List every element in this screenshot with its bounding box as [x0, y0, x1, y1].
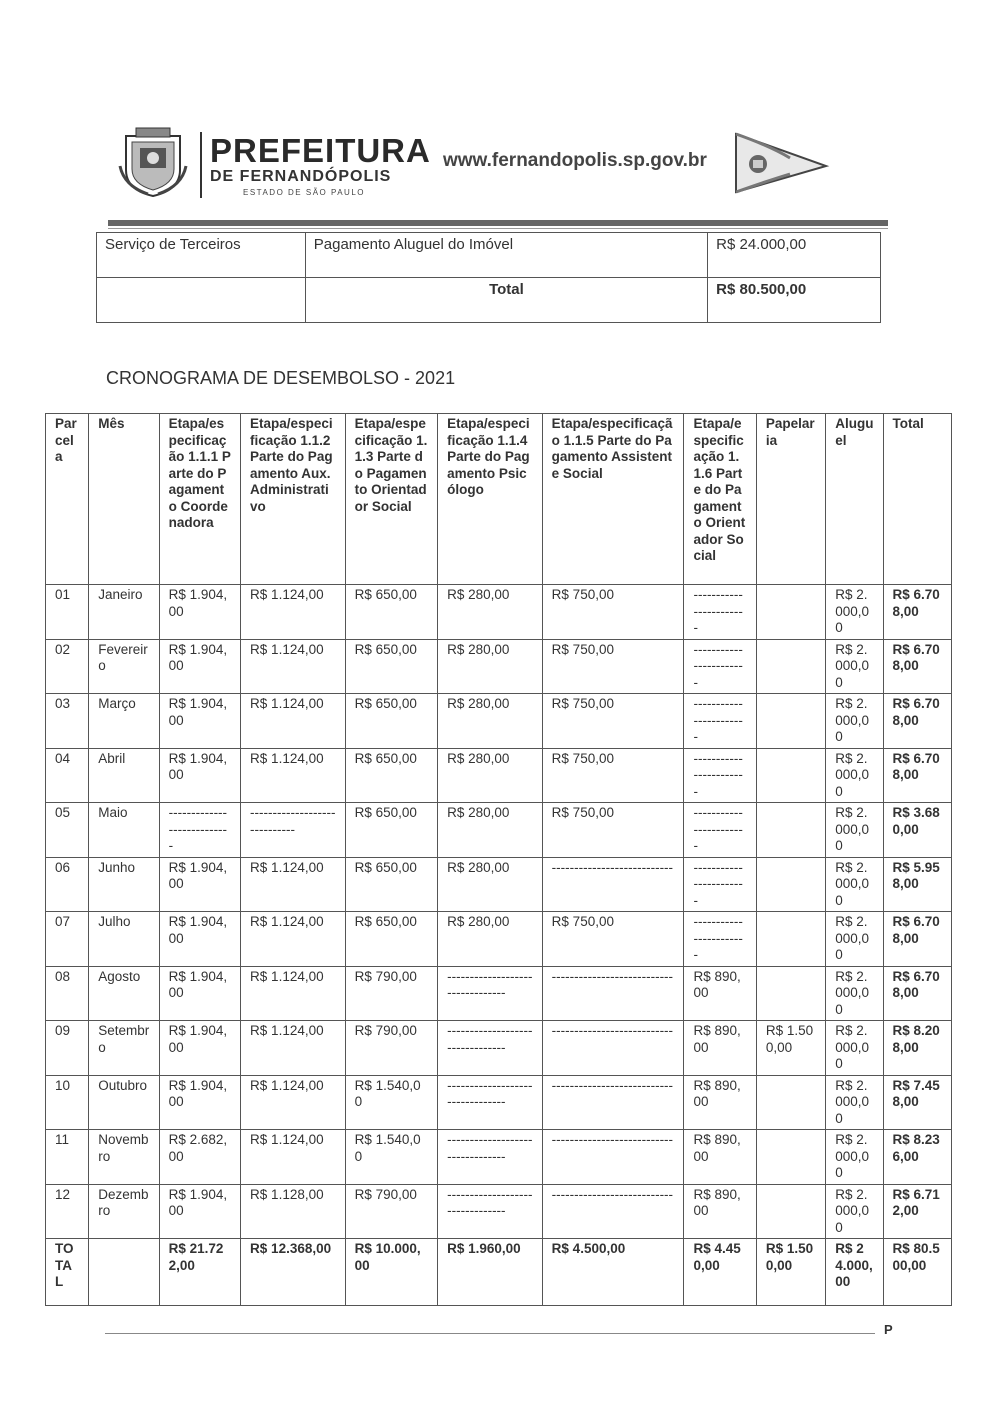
table-cell: R$ 750,00	[542, 585, 684, 640]
table-cell: R$ 2.000,00	[826, 1075, 883, 1130]
column-header: Mês	[89, 414, 159, 585]
table-cell: R$ 650,00	[345, 803, 438, 858]
total-label: Total	[305, 278, 707, 323]
table-cell: R$ 2.000,00	[826, 966, 883, 1021]
table-cell: R$ 1.124,00	[241, 966, 346, 1021]
city-crest-icon	[118, 126, 188, 198]
prefeitura-subtitle: DE FERNANDÓPOLIS	[210, 168, 392, 185]
table-cell: -----------------------	[684, 639, 756, 694]
table-cell: R$ 790,00	[345, 966, 438, 1021]
table-cell: R$ 790,00	[345, 1021, 438, 1076]
table-cell: Setembro	[89, 1021, 159, 1076]
table-row	[97, 278, 881, 323]
table-cell: R$ 2.000,00	[826, 585, 883, 640]
table-row	[46, 1075, 952, 1130]
table-cell: -----------------------	[684, 857, 756, 912]
table-cell: R$ 890,00	[684, 966, 756, 1021]
table-cell: 09	[46, 1021, 89, 1076]
table-cell: R$ 2.000,00	[826, 748, 883, 803]
row-total-cell: R$ 7.458,00	[883, 1075, 951, 1130]
table-cell: 05	[46, 803, 89, 858]
table-body	[46, 585, 952, 1306]
table-cell: R$ 1.904,00	[159, 748, 240, 803]
page-header	[118, 122, 888, 212]
table-cell: 11	[46, 1130, 89, 1185]
header-rule-thin	[108, 228, 888, 229]
table-cell: -----------------------	[684, 585, 756, 640]
table-cell: R$ 1.124,00	[241, 1021, 346, 1076]
section-title: CRONOGRAMA DE DESEMBOLSO - 2021	[106, 368, 456, 388]
row-total-cell: R$ 3.680,00	[883, 803, 951, 858]
table-cell	[756, 694, 825, 749]
table-cell: R$ 890,00	[684, 1075, 756, 1130]
table-cell	[756, 1184, 825, 1239]
table-cell: R$ 1.904,00	[159, 639, 240, 694]
table-cell: R$ 890,00	[684, 1021, 756, 1076]
table-cell: R$ 1.124,00	[241, 912, 346, 967]
disbursement-schedule-table	[45, 413, 952, 1306]
column-header: Etapa/especificação 1.1.6 Parte do Pagamento Orientador Social	[684, 414, 756, 585]
table-cell: R$ 750,00	[542, 748, 684, 803]
total-cell: R$ 24.000,00	[826, 1239, 883, 1306]
table-cell: R$ 2.000,00	[826, 1184, 883, 1239]
table-cell: --------------------------------	[438, 1130, 543, 1185]
website-url: www.fernandopolis.sp.gov.br	[443, 150, 707, 171]
table-cell: R$ 1.904,00	[159, 1075, 240, 1130]
table-cell: R$ 280,00	[438, 639, 543, 694]
table-cell: R$ 890,00	[684, 1130, 756, 1185]
header-rule	[108, 220, 888, 226]
table-cell: R$ 2.000,00	[826, 1021, 883, 1076]
row-total-cell: R$ 8.236,00	[883, 1130, 951, 1185]
total-cell: R$ 21.722,00	[159, 1239, 240, 1306]
table-cell: Serviço de Terceiros	[97, 233, 306, 278]
table-row	[46, 1130, 952, 1185]
total-row	[46, 1239, 952, 1306]
table-cell: R$ 1.128,00	[241, 1184, 346, 1239]
row-total-cell: R$ 6.708,00	[883, 748, 951, 803]
table-cell: --------------------------------	[438, 1075, 543, 1130]
table-cell: R$ 24.000,00	[708, 233, 881, 278]
table-cell: ---------------------------	[159, 803, 240, 858]
row-total-cell: R$ 6.712,00	[883, 1184, 951, 1239]
table-cell: R$ 2.000,00	[826, 1130, 883, 1185]
table-cell: R$ 650,00	[345, 748, 438, 803]
table-header-row	[46, 414, 952, 585]
table-cell: -----------------------	[684, 748, 756, 803]
table-cell: R$ 750,00	[542, 694, 684, 749]
table-row	[97, 233, 881, 278]
table-cell: ---------------------------	[542, 1130, 684, 1185]
table-cell: Março	[89, 694, 159, 749]
table-cell: R$ 1.904,00	[159, 857, 240, 912]
table-cell: R$ 1.904,00	[159, 912, 240, 967]
column-header: Total	[883, 414, 951, 585]
table-cell: -----------------------------	[241, 803, 346, 858]
table-cell: Maio	[89, 803, 159, 858]
table-row	[46, 639, 952, 694]
table-cell: R$ 1.124,00	[241, 639, 346, 694]
table-cell: R$ 650,00	[345, 694, 438, 749]
table-cell: 07	[46, 912, 89, 967]
total-value: R$ 80.500,00	[708, 278, 881, 323]
table-cell: ---------------------------	[542, 1021, 684, 1076]
table-cell: R$ 1.124,00	[241, 748, 346, 803]
table-cell: R$ 750,00	[542, 803, 684, 858]
table-cell: --------------------------------	[438, 966, 543, 1021]
table-cell: R$ 750,00	[542, 912, 684, 967]
table-cell: R$ 650,00	[345, 912, 438, 967]
table-cell: R$ 280,00	[438, 803, 543, 858]
table-cell: R$ 280,00	[438, 857, 543, 912]
table-cell: Fevereiro	[89, 639, 159, 694]
table-cell: R$ 280,00	[438, 748, 543, 803]
table-cell: Outubro	[89, 1075, 159, 1130]
table-cell: Pagamento Aluguel do Imóvel	[305, 233, 707, 278]
table-cell: R$ 790,00	[345, 1184, 438, 1239]
table-cell: R$ 280,00	[438, 912, 543, 967]
table-cell: 04	[46, 748, 89, 803]
table-cell: 10	[46, 1075, 89, 1130]
table-cell: R$ 2.000,00	[826, 803, 883, 858]
table-cell: R$ 1.904,00	[159, 585, 240, 640]
table-cell: R$ 1.540,00	[345, 1130, 438, 1185]
table-cell: R$ 1.124,00	[241, 1130, 346, 1185]
table-cell: R$ 1.500,00	[756, 1021, 825, 1076]
table-cell: 02	[46, 639, 89, 694]
table-cell: R$ 2.000,00	[826, 694, 883, 749]
column-header: Etapa/especificação 1.1.2 Parte do Pagamento Aux. Administrativo	[241, 414, 346, 585]
table-cell	[756, 748, 825, 803]
table-cell: R$ 890,00	[684, 1184, 756, 1239]
total-cell: R$ 80.500,00	[883, 1239, 951, 1306]
table-cell: ---------------------------	[542, 1184, 684, 1239]
table-cell: Novembro	[89, 1130, 159, 1185]
table-cell: ---------------------------	[542, 966, 684, 1021]
table-cell: R$ 1.904,00	[159, 1184, 240, 1239]
table-cell	[756, 1130, 825, 1185]
total-cell: R$ 10.000,00	[345, 1239, 438, 1306]
table-row	[46, 1184, 952, 1239]
column-header: Etapa/especificação 1.1.4 Parte do Pagamento Psicólogo	[438, 414, 543, 585]
state-label: ESTADO DE SÃO PAULO	[243, 188, 366, 197]
table-cell: R$ 1.124,00	[241, 857, 346, 912]
header-divider	[200, 132, 202, 198]
total-cell: R$ 12.368,00	[241, 1239, 346, 1306]
row-total-cell: R$ 6.708,00	[883, 585, 951, 640]
table-cell: Dezembro	[89, 1184, 159, 1239]
table-cell: R$ 1.904,00	[159, 694, 240, 749]
table-cell: Julho	[89, 912, 159, 967]
table-row	[46, 694, 952, 749]
table-cell: --------------------------------	[438, 1021, 543, 1076]
table-cell: Agosto	[89, 966, 159, 1021]
table-cell: 12	[46, 1184, 89, 1239]
total-cell	[89, 1239, 159, 1306]
column-header: Etapa/especificação 1.1.3 Parte do Pagamento Orientador Social	[345, 414, 438, 585]
table-cell: R$ 2.000,00	[826, 857, 883, 912]
table-cell: R$ 650,00	[345, 639, 438, 694]
table-cell: R$ 1.904,00	[159, 1021, 240, 1076]
table-cell: 08	[46, 966, 89, 1021]
table-cell	[756, 966, 825, 1021]
table-cell: -----------------------	[684, 803, 756, 858]
column-header: Aluguel	[826, 414, 883, 585]
table-cell: Abril	[89, 748, 159, 803]
table-cell: ---------------------------	[542, 1075, 684, 1130]
table-row	[46, 803, 952, 858]
column-header: Etapa/especificação 1.1.5 Parte do Pagamento Assistente Social	[542, 414, 684, 585]
column-header: Parcela	[46, 414, 89, 585]
table-cell: R$ 1.904,00	[159, 966, 240, 1021]
row-total-cell: R$ 8.208,00	[883, 1021, 951, 1076]
table-row	[46, 748, 952, 803]
table-cell	[756, 803, 825, 858]
table-cell: --------------------------------	[438, 1184, 543, 1239]
total-cell: R$ 4.450,00	[684, 1239, 756, 1306]
table-cell	[756, 857, 825, 912]
table-row	[46, 912, 952, 967]
table-cell: R$ 650,00	[345, 585, 438, 640]
table-cell: R$ 2.000,00	[826, 912, 883, 967]
column-header: Papelaria	[756, 414, 825, 585]
city-flag-icon	[730, 126, 830, 198]
table-cell: R$ 1.124,00	[241, 585, 346, 640]
footer-rule	[105, 1333, 875, 1334]
row-total-cell: R$ 6.708,00	[883, 694, 951, 749]
table-cell: R$ 2.682,00	[159, 1130, 240, 1185]
table-cell: R$ 1.540,00	[345, 1075, 438, 1130]
table-cell	[97, 278, 306, 323]
table-cell: R$ 1.124,00	[241, 694, 346, 749]
row-total-cell: R$ 5.958,00	[883, 857, 951, 912]
table-cell	[756, 585, 825, 640]
column-header: Etapa/especificação 1.1.1 Parte do Pagamento Coordenadora	[159, 414, 240, 585]
table-cell: 01	[46, 585, 89, 640]
table-cell: R$ 750,00	[542, 639, 684, 694]
table-cell: Junho	[89, 857, 159, 912]
prefeitura-title: PREFEITURA	[210, 132, 431, 169]
total-cell: R$ 1.960,00	[438, 1239, 543, 1306]
table-cell: R$ 650,00	[345, 857, 438, 912]
total-cell: R$ 1.500,00	[756, 1239, 825, 1306]
table-row	[46, 857, 952, 912]
table-cell: R$ 1.124,00	[241, 1075, 346, 1130]
row-total-cell: R$ 6.708,00	[883, 639, 951, 694]
table-cell: R$ 280,00	[438, 694, 543, 749]
table-cell	[756, 1075, 825, 1130]
row-total-cell: R$ 6.708,00	[883, 966, 951, 1021]
row-total-cell: R$ 6.708,00	[883, 912, 951, 967]
table-cell: -----------------------	[684, 694, 756, 749]
table-row	[46, 585, 952, 640]
budget-summary-table	[96, 232, 881, 323]
total-cell: R$ 4.500,00	[542, 1239, 684, 1306]
table-cell: -----------------------	[684, 912, 756, 967]
total-cell: TOTAL	[46, 1239, 89, 1306]
table-row	[46, 1021, 952, 1076]
table-cell: Janeiro	[89, 585, 159, 640]
table-cell: 03	[46, 694, 89, 749]
table-cell: ---------------------------	[542, 857, 684, 912]
page-mark: P	[884, 1322, 893, 1337]
table-cell: R$ 2.000,00	[826, 639, 883, 694]
table-cell	[756, 639, 825, 694]
table-cell: R$ 280,00	[438, 585, 543, 640]
table-row	[46, 966, 952, 1021]
table-cell: 06	[46, 857, 89, 912]
table-cell	[756, 912, 825, 967]
